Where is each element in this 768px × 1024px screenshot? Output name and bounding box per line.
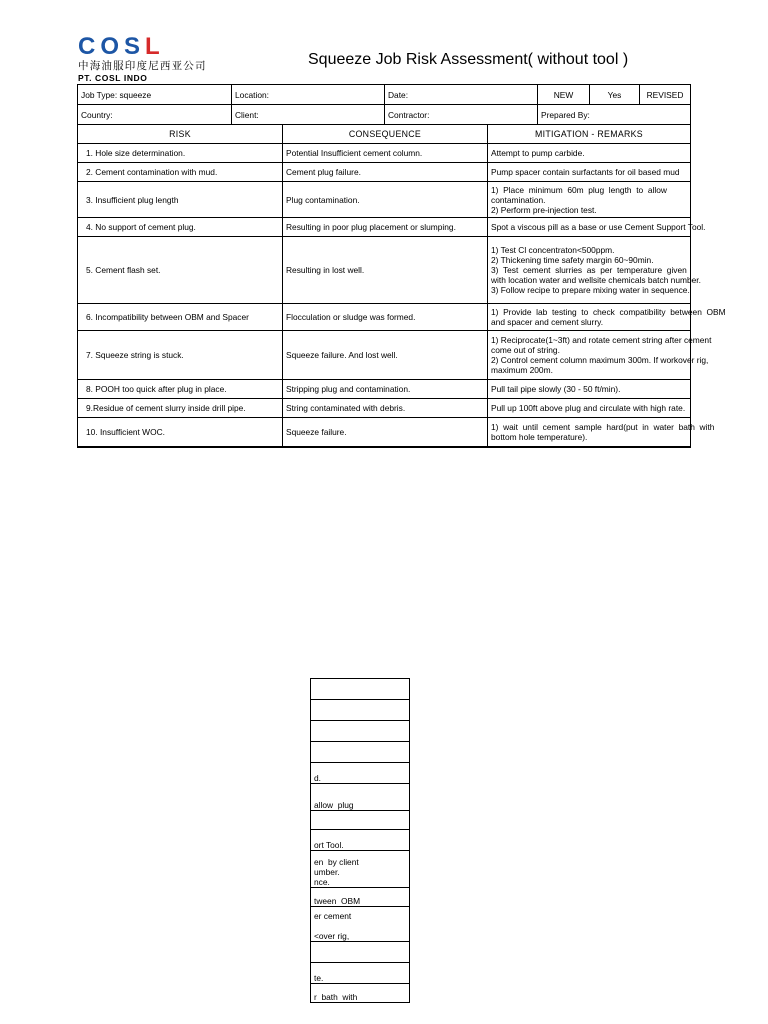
cosl-logo <box>78 33 207 83</box>
mitigation-cell: Spot a viscous pill as a base or use Cement Support Tool. <box>488 218 691 237</box>
strip-row <box>311 679 410 700</box>
risk-cell: 10. Insufficient WOC. <box>78 418 283 448</box>
strip-cell: ort Tool. <box>311 830 410 851</box>
strip-row <box>311 888 410 907</box>
job-type-cell[interactable]: Job Type: squeeze <box>78 85 232 105</box>
strip-row <box>311 984 410 1003</box>
consequence-cell: Resulting in lost well. <box>283 237 488 304</box>
yes-cell[interactable]: Yes <box>590 85 640 105</box>
strip-cell <box>311 700 410 721</box>
strip-cell <box>311 811 410 830</box>
strip-cell: r bath with <box>311 984 410 1003</box>
strip-row <box>311 721 410 742</box>
strip-row <box>311 784 410 811</box>
cosl-logo-mark: COSL <box>78 33 165 60</box>
consequence-cell: String contaminated with debris. <box>283 399 488 418</box>
strip-row <box>311 963 410 984</box>
consequence-cell: Cement plug failure. <box>283 163 488 182</box>
strip-cell <box>311 942 410 963</box>
contractor-cell[interactable]: Contractor: <box>385 105 538 125</box>
risk-cell: 6. Incompatibility between OBM and Spacer <box>78 304 283 331</box>
strip-row <box>311 763 410 784</box>
mitigation-cell: 1) Reciprocate(1~3ft) and rotate cement string after cement come out of string. 2) Control cement column maximum 300m. If workover rig, maximum 200m. <box>488 331 691 380</box>
risk-cell: 4. No support of cement plug. <box>78 218 283 237</box>
header-risk: RISK <box>78 125 283 144</box>
risk-row <box>78 331 691 380</box>
strip-cell: en by client umber. nce. <box>311 851 410 888</box>
strip-cell: te. <box>311 963 410 984</box>
strip-row <box>311 700 410 721</box>
risk-row <box>78 304 691 331</box>
mitigation-cell: Pull tail pipe slowly (30 - 50 ft/min). <box>488 380 691 399</box>
risk-row <box>78 182 691 218</box>
cropped-remarks-strip <box>314 678 410 1024</box>
strip-cell: tween OBM <box>311 888 410 907</box>
risk-cell: 5. Cement flash set. <box>78 237 283 304</box>
risk-row <box>78 399 691 418</box>
consequence-cell: Resulting in poor plug placement or slumping. <box>283 218 488 237</box>
strip-row <box>311 851 410 888</box>
client-cell[interactable]: Client: <box>232 105 385 125</box>
risk-row <box>78 380 691 399</box>
strip-cell: allow plug <box>311 784 410 811</box>
risk-rows-table <box>77 124 726 448</box>
strip-cell <box>311 721 410 742</box>
risk-cell: 3. Insufficient plug length <box>78 182 283 218</box>
country-cell[interactable]: Country: <box>78 105 232 125</box>
risk-assessment-sheet <box>77 84 726 446</box>
risk-cell: 9.Residue of cement slurry inside drill pipe. <box>78 399 283 418</box>
location-cell[interactable]: Location: <box>232 85 385 105</box>
risk-cell: 8. POOH too quick after plug in place. <box>78 380 283 399</box>
strip-row <box>311 907 410 942</box>
cosl-logo-subtitle: PT. COSL INDO <box>78 73 148 83</box>
strip-row <box>311 942 410 963</box>
mitigation-cell: 1) Test Cl concentraton<500ppm. 2) Thickening time safety margin 60~90min. 3) Test cement slurries as per temperature given with location water and wellsite chemicals batch number. 3) Follow recipe to prepare mixing water in sequence. <box>488 237 691 304</box>
strip-cell <box>311 742 410 763</box>
mitigation-cell: Pump spacer contain surfactants for oil based mud <box>488 163 691 182</box>
strip-row <box>311 811 410 830</box>
consequence-cell: Squeeze failure. <box>283 418 488 448</box>
mitigation-cell: 1) Provide lab testing to check compatibility between OBM and spacer and cement slurry. <box>488 304 691 331</box>
revised-cell[interactable]: REVISED <box>640 85 691 105</box>
risk-cell: 7. Squeeze string is stuck. <box>78 331 283 380</box>
prepared-by-cell[interactable]: Prepared By: <box>538 105 691 125</box>
strip-cell: er cement <over rig, <box>311 907 410 942</box>
risk-row <box>78 144 691 163</box>
cosl-logo-chinese: 中海油服印度尼西亚公司 <box>78 60 207 72</box>
header-mitigation: MITIGATION - REMARKS <box>488 125 691 144</box>
risk-assessment-table <box>77 84 691 125</box>
strip-row <box>311 830 410 851</box>
risk-cell: 1. Hole size determination. <box>78 144 283 163</box>
cropped-remarks-table <box>310 678 410 1003</box>
mitigation-cell: 1) Place minimum 60m plug length to allow contamination. 2) Perform pre-injection test. <box>488 182 691 218</box>
consequence-cell: Plug contamination. <box>283 182 488 218</box>
document-title: Squeeze Job Risk Assessment( without tool ) <box>308 51 629 68</box>
mitigation-cell: Pull up 100ft above plug and circulate with high rate. <box>488 399 691 418</box>
risk-row <box>78 163 691 182</box>
consequence-cell: Squeeze failure. And lost well. <box>283 331 488 380</box>
consequence-cell: Potential Insufficient cement column. <box>283 144 488 163</box>
mitigation-cell: 1) wait until cement sample hard(put in water bath with bottom hole temperature). <box>488 418 691 448</box>
risk-cell: 2. Cement contamination with mud. <box>78 163 283 182</box>
mitigation-cell: Attempt to pump carbide. <box>488 144 691 163</box>
consequence-cell: Flocculation or sludge was formed. <box>283 304 488 331</box>
strip-cell: d. <box>311 763 410 784</box>
new-cell[interactable]: NEW <box>538 85 590 105</box>
risk-row <box>78 218 691 237</box>
date-cell[interactable]: Date: <box>385 85 538 105</box>
risk-row <box>78 237 691 304</box>
risk-row <box>78 418 691 448</box>
strip-row <box>311 742 410 763</box>
header-consequence: CONSEQUENCE <box>283 125 488 144</box>
strip-cell <box>311 679 410 700</box>
consequence-cell: Stripping plug and contamination. <box>283 380 488 399</box>
